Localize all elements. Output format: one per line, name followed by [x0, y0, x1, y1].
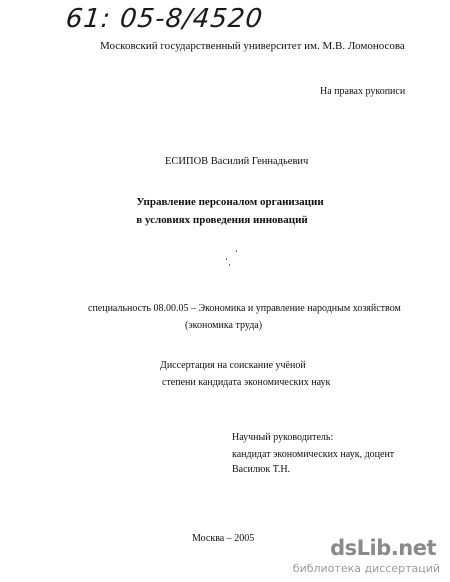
watermark-logo: dsLib.net — [330, 536, 436, 560]
watermark-subtitle: библиотека диссертаций — [292, 562, 440, 575]
city-year: Москва – 2005 — [192, 533, 255, 544]
supervisor-degree: кандидат экономических наук, доцент — [232, 449, 395, 460]
scan-speck — [236, 250, 237, 252]
author-name: ЕСИПОВ Василий Геннадьевич — [165, 156, 309, 167]
scan-speck — [229, 264, 230, 266]
specialty-line: специальность 08.00.05 – Экономика и управление народным хозяйством — [88, 303, 401, 314]
dissertation-title-line-1: Управление персоналом организации — [136, 196, 324, 208]
scan-speck — [226, 258, 227, 260]
dslib-watermark — [290, 536, 450, 582]
manuscript-rights-note: На правах рукописи — [320, 86, 406, 97]
dissertation-purpose-line-2: степени кандидата экономических наук — [162, 377, 331, 388]
dissertation-title-line-2: в условиях проведения инноваций — [136, 214, 308, 226]
university-name: Московский государственный университет им. М.В. Ломоносова — [100, 40, 405, 52]
supervisor-label: Научный руководитель: — [232, 432, 334, 443]
handwritten-catalog-number: 61: 05-8/4520 — [64, 4, 265, 34]
specialty-subfield: (экономика труда) — [185, 320, 263, 331]
supervisor-name: Василюк Т.Н. — [232, 464, 291, 475]
dissertation-purpose-line-1: Диссертация на соискание учёной — [160, 360, 306, 371]
